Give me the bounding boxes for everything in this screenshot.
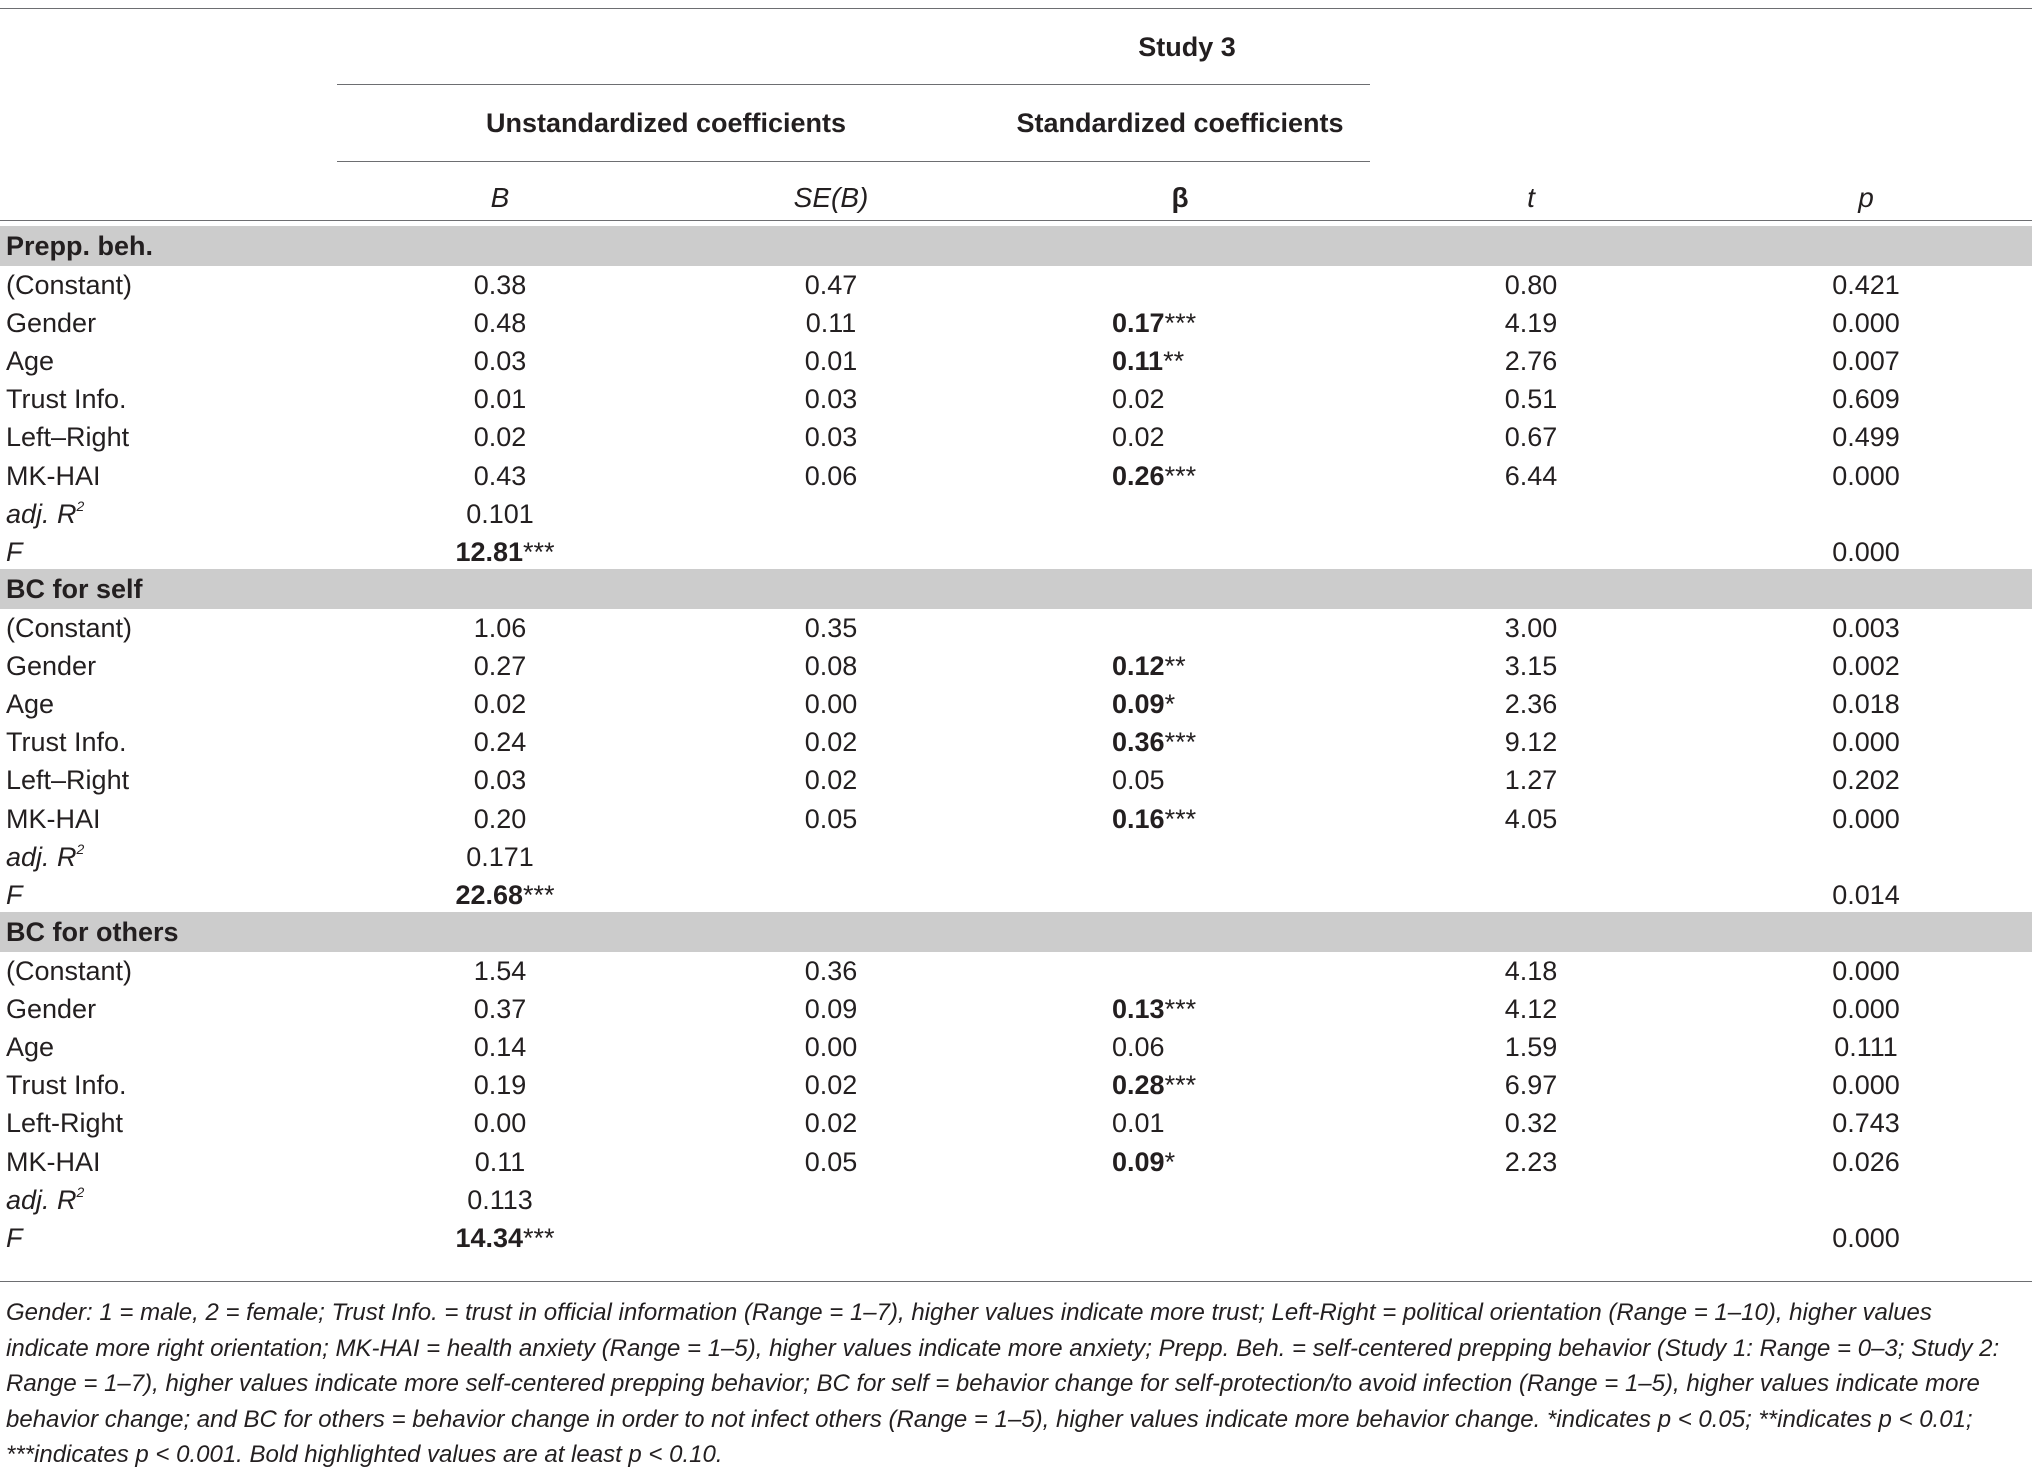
cell-b: 0.11 — [474, 1146, 526, 1177]
row-label: Left–Right — [6, 765, 130, 796]
cell-beta — [1112, 765, 1165, 796]
row-label: Left-Right — [6, 1108, 124, 1139]
cell-t: 0.32 — [1504, 1108, 1558, 1139]
cell-se: 0.05 — [804, 803, 858, 834]
header-rule — [0, 220, 2032, 221]
row-label: Gender — [6, 308, 97, 339]
cell-t: 2.36 — [1504, 689, 1558, 720]
bottom-rule — [0, 1281, 2032, 1282]
f-value — [455, 1223, 554, 1254]
col-header-se: SE(B) — [793, 182, 869, 213]
table-row — [0, 304, 2032, 342]
significance-stars: * — [1164, 1146, 1176, 1177]
cell-b: 0.03 — [473, 346, 527, 377]
f-label: F — [6, 1222, 23, 1253]
significance-stars: *** — [1164, 1070, 1197, 1101]
table-row — [0, 952, 2032, 990]
table-row — [0, 418, 2032, 456]
cell-beta — [1112, 1147, 1175, 1178]
table-row — [0, 761, 2032, 799]
adj-r2-label — [6, 499, 84, 530]
cell-beta — [1112, 308, 1196, 339]
section-band — [0, 912, 2032, 952]
f-row — [0, 1219, 2032, 1257]
table-row — [0, 1066, 2032, 1104]
cell-b: 0.20 — [473, 803, 527, 834]
cell-beta — [1112, 384, 1165, 415]
cell-se: 0.08 — [804, 651, 858, 682]
cell-se: 0.03 — [804, 422, 858, 453]
table-row — [0, 266, 2032, 304]
f-p-value: 0.014 — [1832, 879, 1900, 910]
cell-se: 0.09 — [804, 994, 858, 1025]
adj-r2-row — [0, 1181, 2032, 1219]
row-label: MK-HAI — [6, 1146, 101, 1177]
cell-t: 1.59 — [1504, 1032, 1558, 1063]
adj-r2-label-text: adj. R — [6, 1184, 77, 1215]
adj-r2-label-text: adj. R — [6, 841, 77, 872]
significance-stars: *** — [523, 879, 555, 910]
cell-b: 0.24 — [473, 727, 527, 758]
cell-se: 0.02 — [804, 765, 858, 796]
cell-t: 0.80 — [1504, 270, 1558, 300]
adj-r2-row — [0, 495, 2032, 533]
row-label: Gender — [6, 994, 97, 1025]
row-label: (Constant) — [6, 956, 133, 986]
beta-value: 0.06 — [1112, 1032, 1165, 1063]
cell-b: 0.03 — [473, 765, 527, 796]
cell-p: 0.202 — [1832, 765, 1900, 796]
significance-stars: *** — [1164, 308, 1197, 339]
cell-p: 0.000 — [1832, 308, 1900, 339]
f-p-value: 0.000 — [1832, 1222, 1900, 1253]
cell-se: 0.02 — [804, 1108, 858, 1139]
table-footnote: Gender: 1 = male, 2 = female; Trust Info. = trust in official information (Range = 1–7), higher values indicate more trust; Left-Right = political orientation (Range = 1–10), higher values indicate more right orientation; MK-HAI = health anxiety (Range = 1–5), higher values indicate more anxiety; Prepp. Beh. = self-centered prepping behavior (Study 1: Range = 0–3; Study 2: Range = 1–7), higher values indicate more self-centered prepping behavior; BC for self = behavior change for self-protection/to avoid infection (Range = 1–5), higher values indicate more behavior change; and BC for others = behavior change in order to not infect others (Range = 1–5), higher values indicate more behavior change. *indicates p < 0.05; **indicates p < 0.01; ***indicates p < 0.001. Bold highlighted values are at least p < 0.10. — [6, 1299, 2000, 1468]
study-header: Study 3 — [1138, 32, 1236, 62]
adj-r2-superscript: 2 — [76, 1183, 85, 1200]
table-row — [0, 647, 2032, 685]
unstandardized-header: Unstandardized coefficients — [485, 108, 847, 138]
cell-b: 0.01 — [473, 384, 527, 415]
col-header-t: t — [1527, 182, 1535, 213]
table-row — [0, 1028, 2032, 1066]
section-title: BC for others — [6, 917, 179, 947]
cell-beta — [1112, 1108, 1165, 1139]
significance-stars: ** — [1164, 651, 1186, 682]
section-band — [0, 226, 2032, 266]
f-row — [0, 876, 2032, 914]
significance-stars: *** — [1164, 803, 1197, 834]
cell-p: 0.002 — [1832, 651, 1900, 682]
cell-beta — [1112, 727, 1196, 758]
col-header-p: p — [1858, 182, 1874, 213]
cell-beta — [1112, 1032, 1165, 1063]
row-label: MK-HAI — [6, 460, 101, 491]
row-label: (Constant) — [6, 613, 133, 643]
cell-p: 0.499 — [1832, 422, 1900, 453]
cell-beta — [1112, 994, 1196, 1025]
cell-p: 0.003 — [1832, 613, 1900, 643]
beta-value: 0.12 — [1112, 651, 1165, 682]
cell-t: 6.44 — [1504, 460, 1558, 491]
cell-t: 0.51 — [1504, 384, 1558, 415]
col-header-beta: β — [1171, 182, 1189, 213]
significance-stars: *** — [1164, 460, 1197, 491]
cell-t: 4.12 — [1504, 994, 1558, 1025]
row-label: Age — [6, 1032, 55, 1063]
cell-b: 0.27 — [473, 651, 527, 682]
cell-p: 0.007 — [1832, 346, 1900, 377]
cell-b: 0.37 — [473, 994, 527, 1025]
cell-b: 0.48 — [473, 308, 527, 339]
table-row — [0, 990, 2032, 1028]
table-row — [0, 380, 2032, 418]
adj-r2-label-text: adj. R — [6, 498, 77, 529]
beta-value: 0.02 — [1112, 422, 1165, 453]
row-label: Left–Right — [6, 422, 130, 453]
cell-beta — [1112, 689, 1175, 720]
standardized-header: Standardized coefficients — [1016, 108, 1344, 138]
beta-value: 0.26 — [1112, 460, 1165, 491]
cell-p: 0.000 — [1832, 956, 1900, 986]
table-row — [0, 685, 2032, 723]
cell-b: 0.38 — [473, 270, 527, 300]
cell-beta — [1112, 461, 1196, 492]
cell-b: 1.06 — [473, 613, 527, 643]
cell-p: 0.421 — [1832, 270, 1900, 300]
f-p-value: 0.000 — [1832, 536, 1900, 567]
adj-r2-value: 0.101 — [466, 498, 534, 529]
cell-t: 3.00 — [1504, 613, 1558, 643]
cell-b: 0.00 — [473, 1108, 527, 1139]
adj-r2-value: 0.113 — [467, 1184, 533, 1215]
cell-b: 0.02 — [473, 422, 527, 453]
row-label: Trust Info. — [6, 1070, 127, 1101]
cell-beta — [1112, 1070, 1196, 1101]
adj-r2-label — [6, 842, 84, 873]
cell-p: 0.026 — [1832, 1146, 1900, 1177]
f-value — [455, 537, 554, 568]
table-row — [0, 1104, 2032, 1142]
row-label: Age — [6, 346, 55, 377]
cell-t: 2.76 — [1504, 346, 1558, 377]
cell-se: 0.02 — [804, 727, 858, 758]
cell-se: 0.03 — [804, 384, 858, 415]
cell-p: 0.743 — [1832, 1108, 1900, 1139]
col-header-b: B — [490, 182, 510, 213]
cell-p: 0.000 — [1832, 994, 1900, 1025]
beta-value: 0.17 — [1112, 308, 1165, 339]
cell-p: 0.000 — [1832, 803, 1900, 834]
adj-r2-value: 0.171 — [466, 841, 534, 872]
row-label: Trust Info. — [6, 727, 127, 758]
cell-p: 0.000 — [1832, 1070, 1900, 1101]
cell-b: 0.43 — [473, 460, 527, 491]
cell-se: 0.00 — [804, 689, 858, 720]
f-statistic: 12.81 — [455, 536, 524, 567]
table-row — [0, 1143, 2032, 1181]
table-row — [0, 457, 2032, 495]
top-rule — [0, 8, 2032, 9]
cell-t: 6.97 — [1504, 1070, 1558, 1101]
cell-t: 4.18 — [1504, 956, 1558, 986]
row-label: Age — [6, 689, 55, 720]
cell-b: 0.02 — [473, 689, 527, 720]
cell-beta — [1112, 804, 1196, 835]
cell-se: 0.36 — [804, 956, 858, 986]
adj-r2-label — [6, 1185, 84, 1216]
f-statistic: 22.68 — [455, 879, 524, 910]
row-label: Gender — [6, 651, 97, 682]
cell-t: 9.12 — [1504, 727, 1558, 758]
significance-stars: *** — [523, 536, 555, 567]
cell-t: 0.67 — [1504, 422, 1558, 453]
beta-value: 0.28 — [1112, 1070, 1165, 1101]
section-title: BC for self — [6, 574, 143, 604]
cell-se: 0.00 — [804, 1032, 858, 1063]
coefficients-rule — [337, 161, 1370, 162]
beta-value: 0.01 — [1112, 1108, 1165, 1139]
cell-se: 0.11 — [805, 308, 857, 339]
study-rule — [337, 84, 1370, 85]
table-row — [0, 723, 2032, 761]
cell-b: 0.14 — [473, 1032, 527, 1063]
row-label: MK-HAI — [6, 803, 101, 834]
cell-p: 0.018 — [1832, 689, 1900, 720]
row-label: Trust Info. — [6, 384, 127, 415]
significance-stars: *** — [1164, 994, 1197, 1025]
cell-se: 0.01 — [804, 346, 858, 377]
cell-se: 0.02 — [804, 1070, 858, 1101]
beta-value: 0.02 — [1112, 384, 1165, 415]
cell-t: 2.23 — [1504, 1146, 1558, 1177]
cell-b: 1.54 — [473, 956, 527, 986]
cell-p: 0.111 — [1834, 1032, 1898, 1063]
significance-stars: *** — [1164, 727, 1197, 758]
row-label: (Constant) — [6, 270, 133, 300]
cell-se: 0.05 — [804, 1146, 858, 1177]
significance-stars: ** — [1163, 346, 1185, 377]
beta-value: 0.13 — [1112, 994, 1165, 1025]
cell-p: 0.000 — [1832, 727, 1900, 758]
cell-t: 4.05 — [1504, 803, 1558, 834]
table-row — [0, 800, 2032, 838]
section-title: Prepp. beh. — [6, 231, 154, 261]
cell-b: 0.19 — [473, 1070, 527, 1101]
cell-t: 3.15 — [1504, 651, 1558, 682]
beta-value: 0.05 — [1112, 765, 1165, 796]
cell-t: 4.19 — [1504, 308, 1558, 339]
cell-se: 0.47 — [804, 270, 858, 300]
cell-beta — [1112, 346, 1184, 377]
f-label: F — [6, 536, 23, 567]
beta-value: 0.09 — [1112, 689, 1165, 720]
cell-se: 0.06 — [804, 460, 858, 491]
cell-beta — [1112, 422, 1165, 453]
adj-r2-superscript: 2 — [76, 497, 85, 514]
f-row — [0, 533, 2032, 571]
f-label: F — [6, 879, 23, 910]
cell-p: 0.000 — [1832, 460, 1900, 491]
significance-stars: *** — [523, 1222, 555, 1253]
beta-value: 0.36 — [1112, 727, 1165, 758]
adj-r2-superscript: 2 — [76, 840, 85, 857]
section-band — [0, 569, 2032, 609]
beta-value: 0.09 — [1112, 1146, 1165, 1177]
adj-r2-row — [0, 838, 2032, 876]
beta-value: 0.11 — [1112, 346, 1164, 377]
table-row — [0, 609, 2032, 647]
f-value — [455, 880, 554, 911]
table-row — [0, 342, 2032, 380]
beta-value: 0.16 — [1112, 803, 1165, 834]
cell-p: 0.609 — [1832, 384, 1900, 415]
f-statistic: 14.34 — [455, 1222, 524, 1253]
cell-se: 0.35 — [804, 613, 858, 643]
cell-t: 1.27 — [1504, 765, 1558, 796]
significance-stars: * — [1164, 689, 1176, 720]
cell-beta — [1112, 651, 1186, 682]
